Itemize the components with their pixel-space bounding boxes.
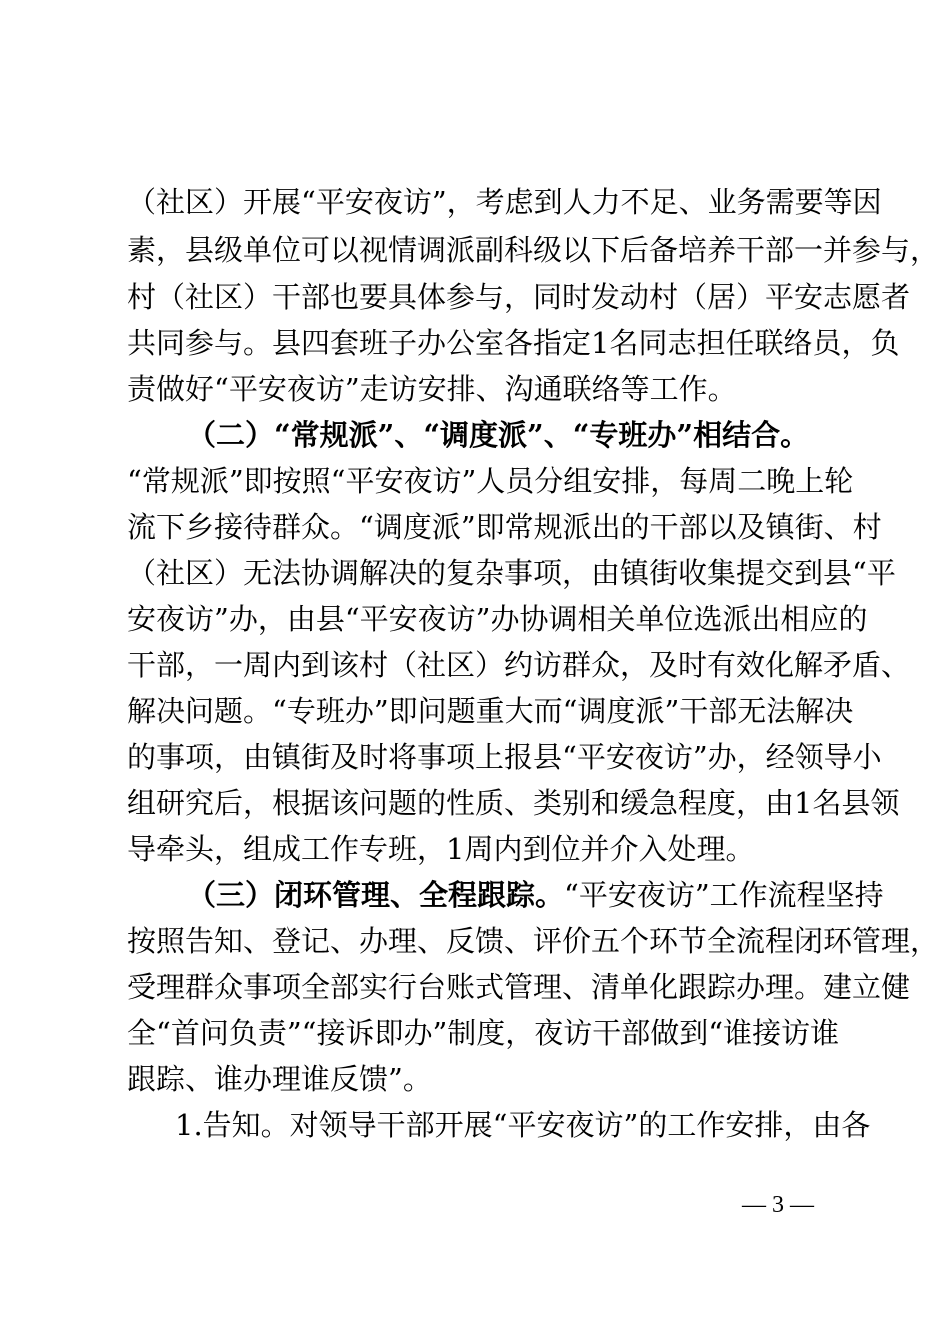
text-line: 素，县级单位可以视情调派副科级以下后备培养干部一并参与， <box>127 233 940 267</box>
text-line: （社区）开展“平安夜访”，考虑到人力不足、业务需要等因 <box>127 185 882 219</box>
text-line: 村（社区）干部也要具体参与，同时发动村（居）平安志愿者 <box>127 280 911 314</box>
page-number: — 3 — <box>742 1192 814 1218</box>
section-heading: （三）闭环管理、全程跟踪。 <box>187 878 565 912</box>
text-line: 的事项，由镇街及时将事项上报县“平安夜访”办，经领导小 <box>127 740 882 774</box>
section-heading-line <box>187 875 884 915</box>
list-item: 1.告知。对领导干部开展“平安夜访”的工作安排，由各 <box>175 1108 871 1142</box>
text-line: 安夜访”办，由县“平安夜访”办协调相关单位选派出相应的 <box>127 602 868 636</box>
text-line: 全“首问负责”“接诉即办”制度，夜访干部做到“谁接访谁 <box>127 1016 840 1050</box>
text-line: 按照告知、登记、办理、反馈、评价五个环节全流程闭环管理， <box>127 924 940 958</box>
text-line: 干部，一周内到该村（社区）约访群众，及时有效化解矛盾、 <box>127 648 911 682</box>
text-line: 共同参与。县四套班子办公室各指定1名同志担任联络员，负 <box>127 326 900 360</box>
text-line: “常规派”即按照“平安夜访”人员分组安排，每周二晚上轮 <box>127 464 854 498</box>
text-line: 流下乡接待群众。“调度派”即常规派出的干部以及镇街、村 <box>127 510 882 544</box>
text-line: 解决问题。“专班办”即问题重大而“调度派”干部无法解决 <box>127 694 854 728</box>
text-line: 责做好“平安夜访”走访安排、沟通联络等工作。 <box>127 372 737 406</box>
section-heading-rest: “平安夜访”工作流程坚持 <box>564 878 884 912</box>
text-line: 受理群众事项全部实行台账式管理、清单化跟踪办理。建立健 <box>127 970 911 1004</box>
text-line: 导牵头，组成工作专班，1周内到位并介入处理。 <box>127 832 755 866</box>
section-heading: （二）“常规派”、“调度派”、“专班办”相结合。 <box>187 418 810 452</box>
text-line: （社区）无法协调解决的复杂事项，由镇街收集提交到县“平 <box>127 556 896 590</box>
text-line: 组研究后，根据该问题的性质、类别和缓急程度，由1名县领 <box>127 786 900 820</box>
text-line: 跟踪、谁办理谁反馈”。 <box>127 1062 432 1096</box>
